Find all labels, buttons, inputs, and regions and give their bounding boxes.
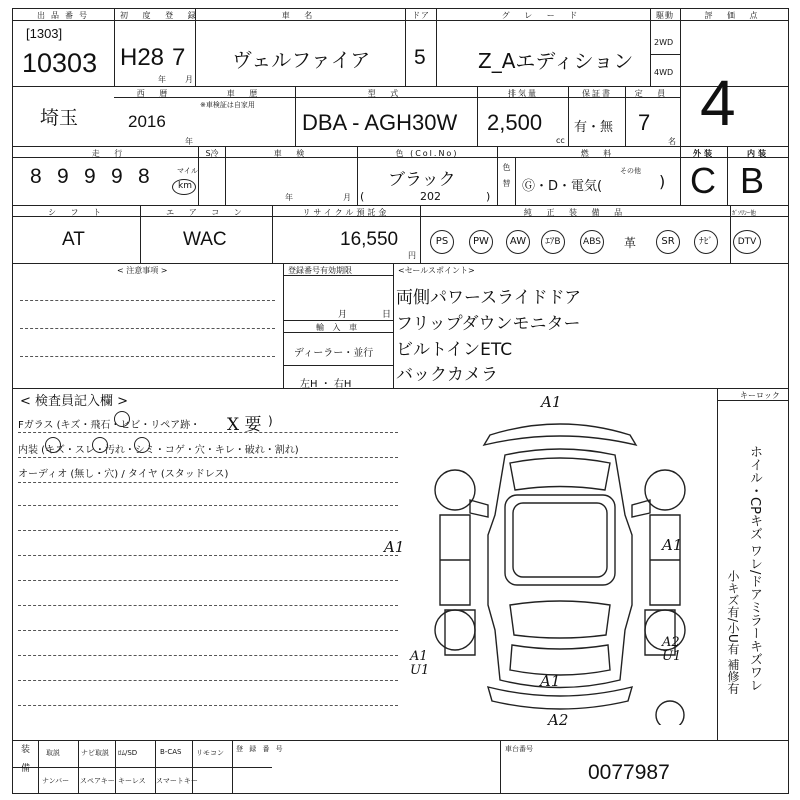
capacity-label: 定 員 (634, 89, 672, 98)
import-value: ディーラー・並行 (294, 348, 374, 359)
cc-unit: cc (556, 136, 565, 145)
inspection-line (18, 505, 398, 506)
equipment-airbag-badge: ｴｱB (541, 230, 565, 254)
divider (477, 86, 478, 146)
inspection-title: < 検査員記入欄 > (20, 394, 129, 409)
equipment-leather: 革 (624, 236, 637, 250)
caution-label: < 注意事項 > (117, 266, 168, 275)
row4-bottom-line (12, 263, 789, 264)
reg-bottom-line (283, 320, 393, 321)
interior-burn-circle (134, 437, 150, 453)
footer-label: B-CAS (160, 748, 182, 756)
drive-label: 駆動 (656, 11, 674, 20)
divider (38, 740, 39, 794)
recycle-label: リサイクル預託金 (302, 208, 390, 217)
drive-2wd: 2WD (654, 38, 674, 47)
right-mirror (632, 500, 650, 517)
inspection-line-audio: オーディオ (無し・穴) / タイヤ (スタッドレス) (18, 469, 229, 480)
key-lock-label: キーロック (740, 391, 780, 400)
footer-label: スマートキー (156, 777, 198, 785)
import-bottom-line (283, 365, 393, 366)
right-column-handwriting: 小キズ有/小U有 補修有 (726, 570, 740, 695)
region: 埼玉 (40, 107, 79, 129)
recycle-fee: 16,550 (340, 229, 399, 250)
divider (114, 8, 115, 86)
mileage-digit: 9 (57, 165, 69, 188)
year-unit: 年 (158, 75, 166, 84)
inspection-line (18, 530, 398, 531)
model-code: DBA - AGH30W (302, 110, 458, 135)
divider (140, 205, 141, 263)
model-label: 車 名 (281, 11, 319, 20)
mileage-digit: 9 (84, 165, 96, 188)
divider (568, 86, 569, 146)
notes-bottom-line (12, 388, 789, 389)
divider (78, 740, 79, 794)
divider (650, 8, 651, 86)
damage-mark: A2 U1 (662, 635, 682, 664)
damage-mark: A2 (548, 711, 569, 729)
exterior-grade: C (690, 160, 716, 201)
divider (357, 146, 358, 205)
footer-label: 取説 (46, 749, 60, 757)
warranty-value: 有・無 (574, 120, 614, 135)
inspection-line (18, 432, 398, 433)
fuel-other-label: その他 (620, 167, 641, 175)
interior-label: 内装 (747, 149, 769, 158)
equipment-label: 純 正 装 備 品 (523, 208, 629, 217)
divider (500, 740, 501, 794)
warranty-label: 保証書 (582, 89, 612, 98)
inspection-line (18, 482, 398, 483)
drive-divider (650, 54, 680, 55)
equipment-aw-badge: AW (506, 230, 530, 254)
front-left-wheel (435, 470, 475, 510)
drive-4wd: 4WD (654, 68, 674, 77)
shift-label: シ フ ト (47, 208, 108, 217)
damage-mark: A1 (384, 538, 405, 556)
divider (717, 388, 718, 740)
sunroof (513, 503, 607, 577)
displacement: 2,500 (487, 110, 543, 135)
equipment-ps-badge: PS (430, 230, 454, 254)
divider (680, 8, 681, 146)
divider (115, 740, 116, 794)
equipment-navi-badge: ﾅﾋﾞ (694, 230, 718, 254)
caution-line (20, 300, 275, 301)
front-bumper (484, 424, 636, 445)
footer-label: スペアキー (80, 777, 115, 785)
inspection-line-glass: Fガラス (キズ・飛石・ヒビ・リペア跡・ (18, 420, 201, 431)
tailgate (510, 645, 610, 675)
rear-window (510, 601, 610, 638)
meter-label: S冷 (205, 149, 219, 158)
mileage-digit: 8 (30, 165, 42, 188)
divider (730, 205, 731, 263)
damage-mark: A1 (541, 393, 562, 411)
inspection-glass-close: ) (268, 414, 273, 428)
damage-mark: A1 U1 (410, 649, 430, 678)
insp-month-unit: 月 (343, 193, 351, 202)
rear-left-wheel (435, 610, 475, 650)
sales-label: <セールスポイント> (398, 266, 475, 275)
color-name: ブラック (388, 170, 456, 190)
hood (510, 458, 610, 490)
inspection-line (18, 580, 398, 581)
right-column-text: ホイル・CPキズ ワレ/ドアミラーキズワレ (747, 445, 762, 692)
ac-value: WAC (183, 229, 227, 250)
inspection-line (18, 705, 398, 706)
steering-value: 左H ・ 右H (300, 379, 352, 390)
grade-label: グ レ ー ド (501, 11, 584, 20)
chassis-label: 車台番号 (505, 745, 533, 753)
divider (625, 86, 626, 146)
caution-line (20, 328, 275, 329)
spare-wheel (656, 701, 684, 725)
damage-mark: A1 (662, 536, 683, 554)
inspection-line (18, 457, 398, 458)
divider (283, 263, 284, 388)
car-body-outline (488, 449, 632, 688)
footer-label: リモコン (196, 749, 224, 757)
interior-dirt-circle (92, 437, 108, 453)
inspection-label: 車 検 (273, 149, 311, 158)
footer-label: ﾛﾑ/SD (118, 749, 138, 757)
mileage-digits (30, 165, 170, 195)
mileage-digit: 8 (138, 165, 150, 188)
score-label: 評 価 点 (704, 11, 764, 20)
footer-label: キーレス (118, 777, 146, 785)
mileage-label: 走 行 (91, 149, 129, 158)
lot-label: 出品番号 (37, 11, 93, 20)
sales-point: フリップダウンモニター (396, 314, 581, 334)
mile-unit: マイル (177, 167, 198, 175)
capacity-value: 7 (638, 110, 651, 135)
equipment-pw-badge: PW (469, 230, 493, 254)
western-year-unit: 年 (185, 137, 193, 146)
sales-point: ビルトインETC (396, 340, 513, 360)
shift-value: AT (62, 229, 85, 250)
reg-month-unit: 月 (338, 310, 348, 320)
equipment-sr-badge: SR (656, 230, 680, 254)
first-reg-label: 初 度 登 録 (120, 11, 202, 20)
exterior-label: 外装 (693, 149, 715, 158)
interior-grade: B (740, 160, 765, 201)
reg-day-unit: 日 (382, 310, 392, 320)
footer-top-line (12, 740, 789, 741)
stone-chip-circle (114, 411, 130, 427)
caution-line (20, 356, 275, 357)
other-label: ｶﾞｿﾘﾝｰ他 (732, 210, 757, 217)
footer-label: ナンバー (42, 777, 70, 785)
western-year-label: 西 暦 (136, 89, 174, 98)
roof (505, 495, 615, 585)
row3-bottom-line (12, 205, 789, 206)
capacity-unit: 名 (668, 137, 676, 146)
lot-number: 10303 (22, 48, 98, 78)
door-label: ドア (412, 11, 430, 20)
divider (436, 8, 437, 86)
fuel-close: ) (659, 172, 666, 191)
inspection-line (18, 555, 398, 556)
divider (405, 8, 406, 86)
displacement-label: 排気量 (508, 89, 538, 98)
divider (295, 86, 296, 146)
inspection-line-interior: 内装 (キズ・スレ・汚れ・シミ・コゲ・穴・キレ・破れ・割れ) (18, 445, 299, 456)
import-label: 輸 入 車 (316, 323, 361, 332)
divider (727, 146, 728, 205)
door-count: 5 (414, 46, 426, 69)
color-label: 色 (Col.No) (395, 149, 459, 158)
divider (680, 146, 681, 205)
equipment-dtv-badge: DTV (733, 230, 761, 254)
sales-point: 両側パワースライドドア (396, 288, 582, 308)
rear-bumper (488, 687, 632, 709)
equipment-col-label: 装備 (19, 744, 29, 782)
equipment-abs-badge: ABS (580, 230, 604, 254)
insp-year-unit: 年 (285, 193, 293, 202)
row1-bottom-line (12, 86, 789, 87)
color-change-label: 色替 (502, 163, 511, 195)
inspection-line (18, 630, 398, 631)
front-right-wheel (645, 470, 685, 510)
color-code: 202 (420, 190, 441, 203)
color-code-open: ( (360, 190, 365, 203)
inspection-line (18, 655, 398, 656)
divider (198, 146, 199, 205)
reg-no-label: 登 録 番 号 (236, 745, 285, 753)
divider (225, 146, 226, 205)
damage-mark: A1 (540, 672, 561, 690)
month-unit: 月 (185, 75, 193, 84)
fuel-options: Ⓖ・D・電気( (522, 179, 603, 194)
chassis-number: 0077987 (588, 761, 670, 784)
yen-unit: 円 (408, 251, 416, 260)
divider (497, 146, 498, 205)
ac-label: エ ア コ ン (166, 208, 248, 217)
left-mirror (470, 500, 488, 517)
inspection-line (18, 605, 398, 606)
inspection-line (18, 680, 398, 681)
divider (272, 205, 273, 263)
color-code-close: ) (486, 190, 491, 203)
lot-code: [1303] (26, 26, 63, 41)
first-reg-era-year: H28 (120, 44, 165, 71)
divider (232, 740, 233, 794)
type-label: 型 式 (367, 89, 405, 98)
history-label: 車 歴 (226, 89, 264, 98)
registration-label: 登録番号有効期限 (288, 266, 352, 275)
first-reg-month: 7 (172, 44, 186, 71)
footer-label: ナビ取説 (81, 749, 109, 757)
model-name: ヴェルファイア (232, 48, 371, 72)
interior-scratch-circle (45, 437, 61, 453)
grade-name: Z_Aエディション (478, 49, 634, 73)
inspection-glass-mark: X 要 (227, 415, 262, 435)
sales-point: バックカメラ (396, 365, 498, 385)
divider (393, 263, 394, 388)
divider (420, 205, 421, 263)
western-year: 2016 (128, 112, 166, 131)
fuel-label: 燃 料 (580, 149, 618, 158)
score-value: 4 (700, 67, 736, 139)
footer-mid-line (12, 767, 272, 768)
mileage-digit: 9 (111, 165, 123, 188)
divider (515, 157, 516, 205)
history-note: ※車検証は自家用 (200, 101, 255, 109)
km-unit: km (178, 181, 192, 191)
